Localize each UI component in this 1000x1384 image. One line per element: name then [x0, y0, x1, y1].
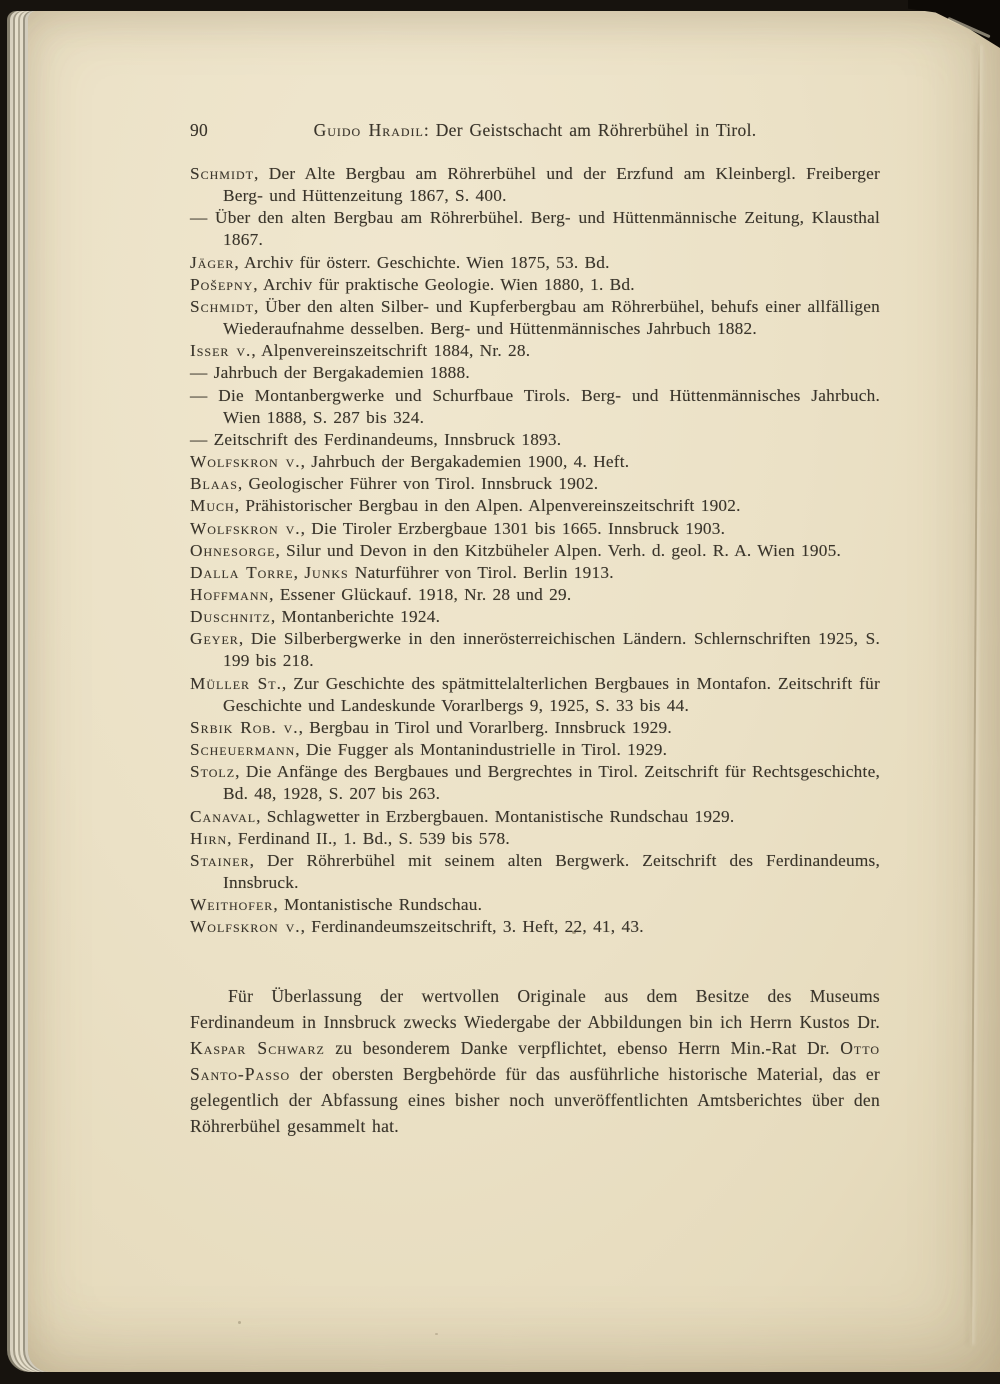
small-caps-name: Guido Hradil	[313, 120, 424, 140]
bibliography-entry: Geyer, Die Silberbergwerke in den innerösterreichischen Ländern. Schlernschriften 1925, S. 199 bis 218.	[190, 629, 880, 671]
bibliography-entry: Canaval, Schlagwetter in Erzbergbauen. Montanistische Rundschau 1929.	[190, 806, 735, 826]
bibliography-entry: Hirn, Ferdinand II., 1. Bd., S. 539 bis 578.	[190, 828, 510, 848]
bibliography-entry: Blaas, Geologischer Führer von Tirol. Innsbruck 1902.	[190, 474, 599, 494]
bibliography-entry: Stolz, Die Anfänge des Bergbaues und Bergrechtes in Tirol. Zeitschrift für Rechtsgeschichte, Bd. 48, 1928, S. 207 bis 263.	[190, 762, 880, 804]
small-caps-name: Hirn	[190, 828, 228, 848]
bibliography-entry: Duschnitz, Montanberichte 1924.	[190, 607, 441, 627]
book-page	[28, 11, 1000, 1372]
small-caps-name: Müller St.	[190, 673, 282, 693]
page-crease	[970, 45, 980, 1345]
page-number: 90	[190, 120, 209, 140]
small-caps-name: Isser v.	[190, 341, 252, 361]
bibliography-entry: Much, Prähistorischer Bergbau in den Alpen. Alpenvereinszeitschrift 1902.	[190, 496, 741, 516]
bibliography-entry: — Die Montanbergwerke und Schurfbaue Tirols. Berg- und Hüttenmännisches Jahrbuch. Wien 1888, S. 287 bis 324.	[190, 385, 880, 427]
small-caps-name: Wolfskron v.	[190, 518, 301, 538]
bibliography-entry: Srbik Rob. v., Bergbau in Tirol und Vorarlberg. Innsbruck 1929.	[190, 717, 672, 737]
small-caps-name: Junks	[304, 562, 349, 582]
page-content	[190, 120, 880, 1139]
bibliography-entry: Isser v., Alpenvereinszeitschrift 1884, Nr. 28.	[190, 341, 531, 361]
bibliography-list	[190, 163, 880, 938]
small-caps-name: Much	[190, 496, 235, 516]
bibliography-entry: Stainer, Der Röhrerbühel mit seinem alten Bergwerk. Zeitschrift des Ferdinandeums, Innsbruck.	[190, 850, 880, 892]
small-caps-name: Wolfskron v.	[190, 917, 301, 937]
bibliography-entry: Scheuermann, Die Fugger als Montanindustrielle in Tirol. 1929.	[190, 740, 668, 760]
paper-speck	[238, 1321, 241, 1324]
small-caps-name: Stolz	[190, 762, 236, 782]
bibliography-entry: Jäger, Archiv für österr. Geschichte. Wien 1875, 53. Bd.	[190, 252, 610, 272]
bibliography-entry: Wolfskron v., Jahrbuch der Bergakademien 1900, 4. Heft.	[190, 452, 630, 472]
bibliography-entry: Wolfskron v., Ferdinandeumszeitschrift, 3. Heft, 22, 41, 43.	[190, 917, 644, 937]
paper-speck	[435, 1333, 438, 1335]
small-caps-name: Schmidt	[190, 296, 254, 316]
small-caps-name: Scheuermann	[190, 740, 296, 760]
bibliography-entry: Ohnesorge, Silur und Devon in den Kitzbüheler Alpen. Verh. d. geol. R. A. Wien 1905.	[190, 540, 842, 560]
small-caps-name: Weithofer	[190, 895, 274, 915]
bibliography-entry: Wolfskron v., Die Tiroler Erzbergbaue 1301 bis 1665. Innsbruck 1903.	[190, 518, 726, 538]
small-caps-name: Pošepny	[190, 274, 254, 294]
small-caps-name: Hoffmann	[190, 584, 270, 604]
bibliography-entry: — Über den alten Bergbau am Röhrerbühel. Berg- und Hüttenmännische Zeitung, Klausthal 1867.	[190, 208, 880, 250]
small-caps-name: Srbik Rob. v.	[190, 717, 299, 737]
small-caps-name: Geyer	[190, 629, 239, 649]
bibliography-entry: Weithofer, Montanistische Rundschau.	[190, 895, 483, 915]
bibliography-entry: Hoffmann, Essener Glückauf. 1918, Nr. 28 und 29.	[190, 584, 572, 604]
closing-paragraph: Für Überlassung der wertvollen Originale aus dem Besitze des Museums Ferdinandeum in Innsbruck zwecks Wiedergabe der Abbildungen bin ich Herrn Kustos Dr. Kaspar Schwarz zu besonderem Danke verpflichtet, ebenso Herrn Min.-Rat Dr. Otto Santo-Passo der obersten Bergbehörde für das ausführliche historische Material, das er gelegentlich der Abfassung eines bisher noch unveröffentlichten Amtsberichtes über den Röhrerbühel gesammelt hat.	[190, 986, 881, 1137]
small-caps-name: Schmidt	[190, 164, 254, 183]
small-caps-name: Kaspar Schwarz	[190, 1038, 325, 1059]
small-caps-name: Blaas	[190, 474, 238, 494]
small-caps-name: Otto Santo-Passo	[190, 1038, 881, 1085]
small-caps-name: Jäger	[190, 252, 235, 272]
bibliography-entry: Schmidt, Der Alte Bergbau am Röhrerbühel und der Erzfund am Kleinbergl. Freiberger Berg- und Hüttenzeitung 1867, S. 400.	[190, 164, 880, 206]
small-caps-name: Canaval	[190, 806, 257, 826]
running-title: Guido Hradil: Der Geistschacht am Röhrerbühel in Tirol.	[313, 120, 757, 140]
bibliography-entry: Schmidt, Über den alten Silber- und Kupferbergbau am Röhrerbühel, behufs einer allfälligen Wiederaufnahme desselben. Berg- und Hüttenmännisches Jahrbuch 1882.	[190, 296, 880, 339]
small-caps-name: Ohnesorge	[190, 540, 276, 560]
bibliography-entry: — Jahrbuch der Bergakademien 1888.	[190, 363, 470, 383]
bibliography-entry: Pošepny, Archiv für praktische Geologie. Wien 1880, 1. Bd.	[190, 274, 635, 294]
small-caps-name: Wolfskron v.	[190, 452, 301, 472]
small-caps-name: Stainer	[190, 850, 250, 870]
bibliography-entry: — Zeitschrift des Ferdinandeums, Innsbruck 1893.	[190, 429, 562, 449]
small-caps-name: Dalla Torre	[190, 562, 294, 582]
bibliography-entry: Müller St., Zur Geschichte des spätmittelalterlichen Bergbaues in Montafon. Zeitschrift für Geschichte und Landeskunde Vorarlbergs 9, 1925, S. 33 bis 44.	[190, 673, 880, 715]
page-header	[190, 120, 880, 144]
bibliography-entry: Dalla Torre, Junks Naturführer von Tirol. Berlin 1913.	[190, 562, 614, 582]
small-caps-name: Duschnitz	[190, 607, 271, 627]
